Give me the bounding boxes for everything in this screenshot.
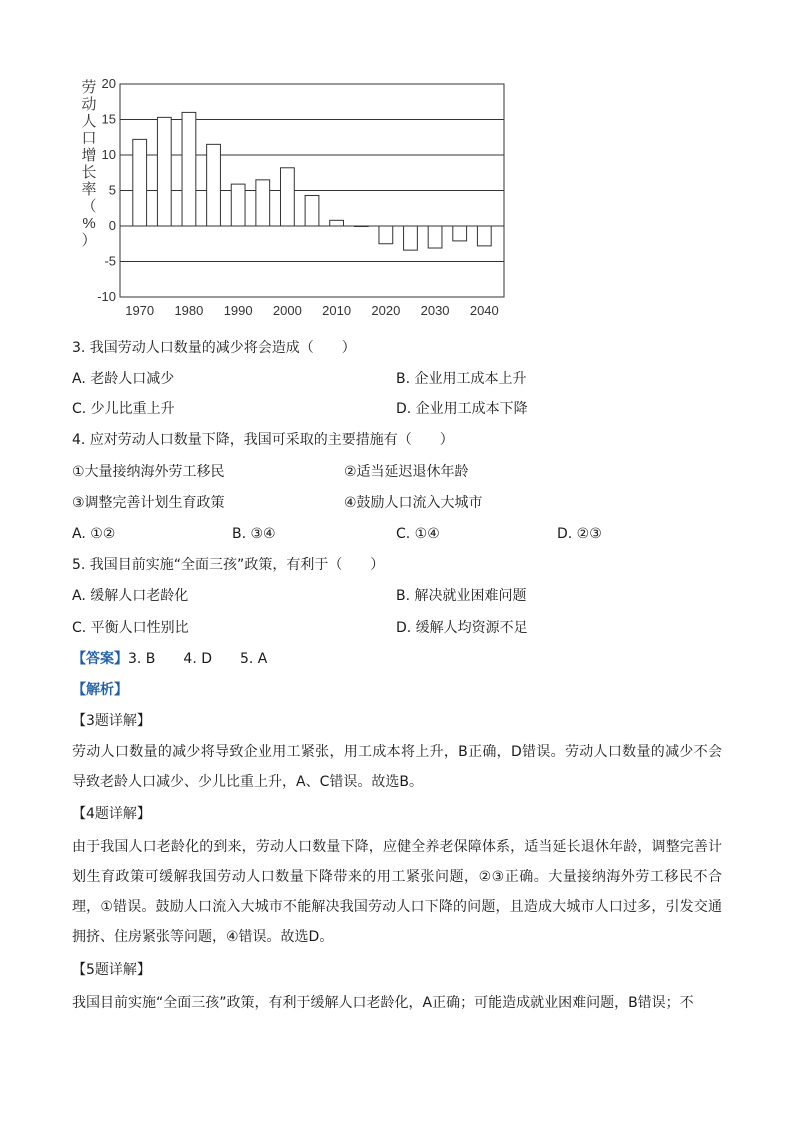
question-4-stem: 4. 应对劳动人口数量下降，我国可采取的主要措施有（ ） xyxy=(72,432,454,448)
y-tick-label: -5 xyxy=(104,253,116,269)
question-4-statement-4: ④鼓励人口流入大城市 xyxy=(344,495,483,511)
bar xyxy=(305,195,319,226)
bar xyxy=(477,226,491,246)
answer-label: 【答案】 xyxy=(72,651,128,667)
x-tick-label: 1990 xyxy=(223,303,253,318)
bar xyxy=(453,226,467,241)
y-axis-label-char: 长 xyxy=(81,164,97,181)
y-axis-label-char: （ xyxy=(81,198,97,215)
y-tick-label: 5 xyxy=(108,182,116,198)
y-axis-label-char: 率 xyxy=(81,181,97,198)
answer-text: 3. B 4. D 5. A xyxy=(128,651,268,667)
question-5-option-a: A. 缓解人口老龄化 xyxy=(72,588,189,604)
question-3-option-a: A. 老龄人口减少 xyxy=(72,371,175,387)
question-4-option-d: D. ②③ xyxy=(557,526,602,542)
bar xyxy=(256,180,270,226)
bar xyxy=(280,168,294,226)
detail-5-title: 【5题详解】 xyxy=(72,962,151,978)
bar xyxy=(428,226,442,248)
question-4-option-b: B. ③④ xyxy=(232,526,276,542)
question-4-statement-3: ③调整完善计划生育政策 xyxy=(72,495,225,511)
y-tick-label: 0 xyxy=(108,218,116,233)
detail-3-title: 【3题详解】 xyxy=(72,713,151,729)
y-tick-labels xyxy=(97,76,116,304)
y-axis-label xyxy=(81,78,96,249)
question-5-option-d: D. 缓解人均资源不足 xyxy=(396,620,528,636)
question-3-option-b: B. 企业用工成本上升 xyxy=(396,371,527,387)
y-tick-label: 15 xyxy=(101,111,116,127)
bar xyxy=(157,117,171,226)
detail-5-text: 我国目前实施“全面三孩”政策，有利于缓解人口老龄化，A正确；可能造成就业困难问题，B错误；不 xyxy=(72,995,694,1011)
x-tick-label: 1980 xyxy=(174,303,204,318)
detail-4-text: 由于我国人口老龄化的到来，劳动人口数量下降，应健全养老保障体系，适当延长退休年龄，调整完善计划生育政策可缓解我国劳动人口数量下降带来的用工紧张问题，②③正确。大量接纳海外劳工移民不合理，①错误。鼓励人口流入大城市不能解决我国劳动人口下降的问题，且造成大城市人口过多，引发交通拥挤、住房紧张等问题，④错误。故选D。 xyxy=(72,839,722,945)
bar xyxy=(133,139,147,226)
x-tick-label: 2030 xyxy=(420,303,450,318)
question-5-option-c: C. 平衡人口性别比 xyxy=(72,620,189,636)
y-axis-label-char: 增 xyxy=(81,147,97,164)
x-tick-label: 2000 xyxy=(272,303,302,318)
question-3-stem: 3. 我国劳动人口数量的减少将会造成（ ） xyxy=(72,340,356,356)
question-5-stem: 5. 我国目前实施“全面三孩”政策，有利于（ ） xyxy=(72,557,385,573)
bar xyxy=(231,184,245,226)
bar xyxy=(354,226,368,227)
y-axis-label-char: 口 xyxy=(81,130,97,147)
question-4-option-a: A. ①② xyxy=(72,526,116,542)
detail-3-text: 劳动人口数量的减少将导致企业用工紧张，用工成本将上升，B正确，D错误。劳动人口数量的减少不会导致老龄人口减少、少儿比重上升，A、C错误。故选B。 xyxy=(72,744,722,790)
bar xyxy=(330,220,344,226)
y-axis-label-char: ） xyxy=(81,232,97,249)
y-axis-label-char: 劳 xyxy=(81,79,97,96)
x-tick-labels xyxy=(125,303,499,318)
y-tick-label: -10 xyxy=(97,289,116,304)
question-5-option-b: B. 解决就业困难问题 xyxy=(396,588,527,604)
x-tick-label: 2020 xyxy=(371,303,401,318)
question-3-option-d: D. 企业用工成本下降 xyxy=(396,401,528,417)
y-axis-label-char: % xyxy=(82,215,96,232)
y-tick-label: 20 xyxy=(101,76,116,91)
y-tick-label: 10 xyxy=(101,147,116,162)
bar xyxy=(182,112,196,226)
bar xyxy=(207,144,221,226)
question-4-statement-1: ①大量接纳海外劳工移民 xyxy=(72,464,225,480)
x-tick-label: 2040 xyxy=(469,303,499,318)
x-tick-label: 2010 xyxy=(322,303,352,318)
bar xyxy=(404,226,418,250)
growth-rate-bar-chart xyxy=(72,72,512,322)
question-4-statement-2: ②适当延迟退休年龄 xyxy=(344,464,469,480)
x-tick-label: 1970 xyxy=(125,303,155,318)
chart-gridlines xyxy=(120,120,504,262)
chart-bars xyxy=(133,112,491,250)
question-4-option-c: C. ①④ xyxy=(396,526,440,542)
analysis-label: 【解析】 xyxy=(72,682,128,698)
y-axis-label-char: 人 xyxy=(81,113,97,130)
question-3-option-c: C. 少儿比重上升 xyxy=(72,401,175,417)
answer-line xyxy=(72,649,267,669)
bar xyxy=(379,226,393,244)
detail-4-title: 【4题详解】 xyxy=(72,806,151,822)
y-axis-label-char: 动 xyxy=(81,96,97,113)
